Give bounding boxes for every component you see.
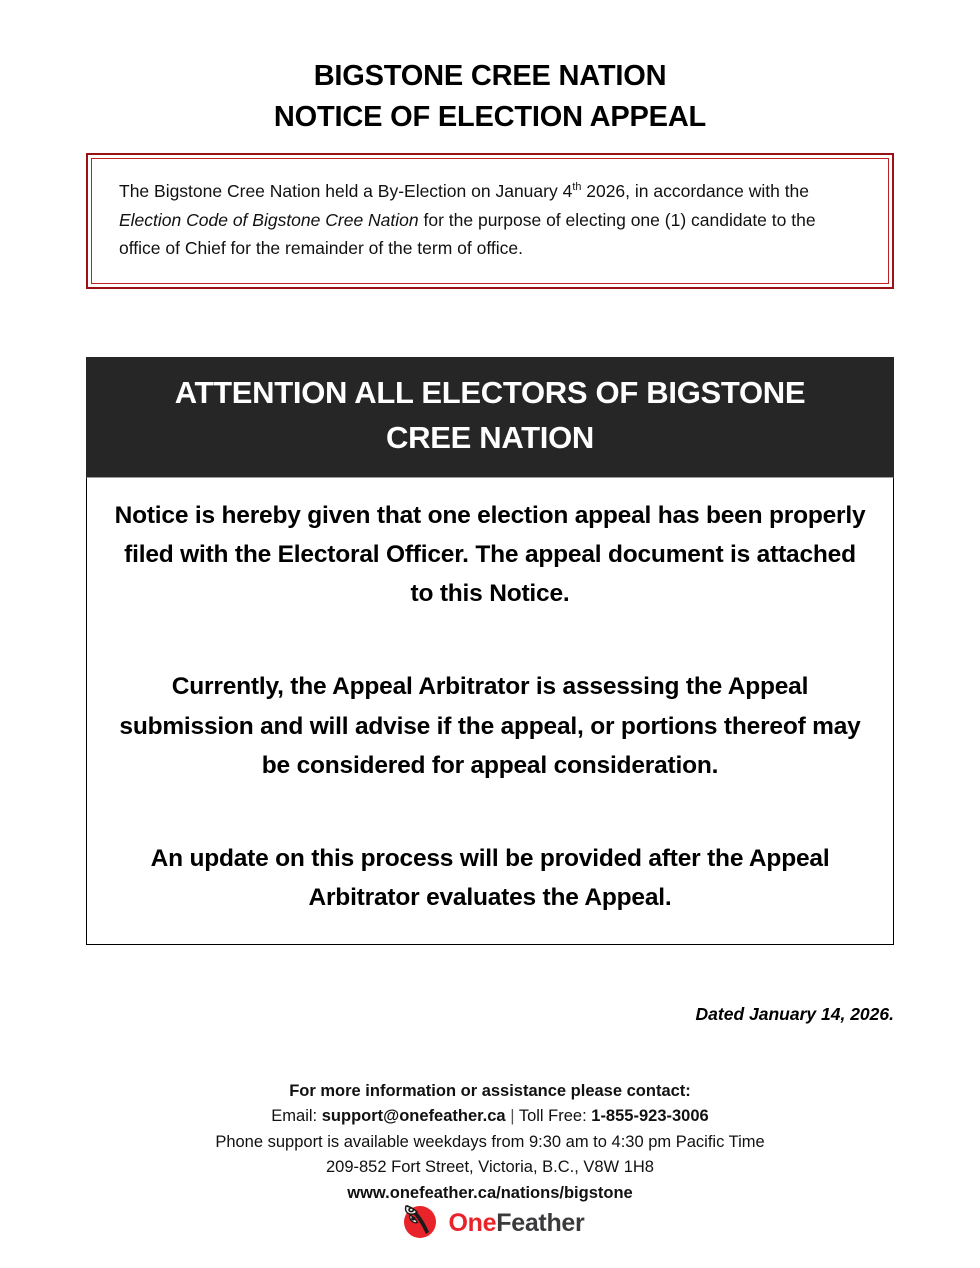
footer-heading: For more information or assistance please contact: [289, 1082, 691, 1100]
feather-circle-icon [396, 1199, 440, 1248]
title-line-notice: NOTICE OF ELECTION APPEAL [273, 101, 707, 134]
logo-word-one: One [448, 1209, 497, 1237]
attention-banner [86, 357, 894, 477]
intro-box-inner [91, 158, 889, 284]
footer-separator: | [510, 1107, 515, 1126]
attention-body [86, 477, 894, 945]
support-email[interactable]: support@onefeather.ca [321, 1107, 506, 1126]
banner-line-2: CREE NATION [386, 419, 594, 455]
attention-paragraph-3: An update on this process will be provided after the Appeal Arbitrator evaluates the Appeal. [150, 845, 830, 912]
toll-free-label: Toll Free: [518, 1107, 587, 1126]
banner-line-1: ATTENTION ALL ELECTORS OF BIGSTONE [174, 375, 806, 410]
dated-line: Dated January 14, 2026. [695, 1004, 894, 1024]
attention-section [86, 357, 894, 945]
attention-paragraph-2: Currently, the Appeal Arbitrator is assessing the Appeal submission and will advise if the appeal, or portions thereof may be considered for appeal consideration. [119, 673, 861, 779]
election-code-italic: Election Code of Bigstone Cree Nation [119, 209, 419, 230]
intro-text-part2: 2026, in accordance with the [581, 181, 810, 201]
onefeather-logo [0, 1199, 980, 1248]
onefeather-wordmark [449, 1211, 585, 1236]
toll-free-number[interactable]: 1-855-923-3006 [591, 1107, 709, 1126]
title-line-nation: BIGSTONE CREE NATION [313, 60, 667, 92]
logo-word-feather: Feather [496, 1209, 585, 1237]
footer-email-line [0, 1104, 980, 1129]
intro-text-part3: for the purpose of electing one (1) candidate to the office of Chief for the remainder of the term of office. [119, 209, 816, 259]
footer-hours: Phone support is available weekdays from 9:30 am to 4:30 pm Pacific Time [215, 1132, 765, 1151]
intro-paragraph [119, 177, 861, 263]
attention-paragraph-1: Notice is hereby given that one election appeal has been properly filed with the Electoral Officer. The appeal document is attached to this Notice. [114, 501, 866, 608]
intro-box [86, 153, 894, 289]
page-title [0, 56, 980, 138]
email-label: Email: [271, 1107, 318, 1126]
intro-text-part1: The Bigstone Cree Nation held a By-Election on January 4 [119, 181, 573, 201]
footer-address: 209-852 Fort Street, Victoria, B.C., V8W 1H8 [325, 1158, 654, 1177]
ordinal-suffix: th [572, 181, 582, 194]
footer-website[interactable]: www.onefeather.ca/nations/bigstone [347, 1183, 633, 1202]
footer-contact-block [0, 1079, 980, 1206]
